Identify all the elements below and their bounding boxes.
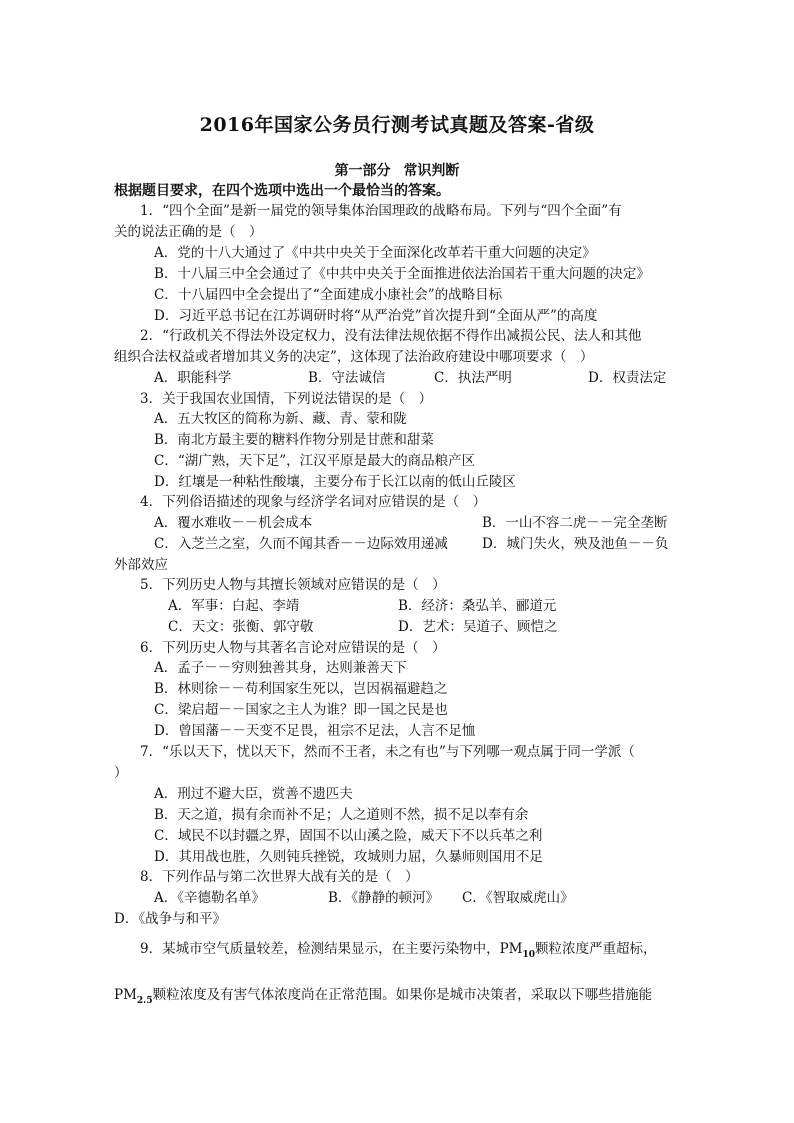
question-7-stem-cont: ） <box>114 765 128 781</box>
question-8-option-b: B．《静静的顿河》 <box>328 890 440 906</box>
section-name: 常识判断 <box>403 163 460 179</box>
question-2-option-b: B．守法诚信 <box>308 370 386 386</box>
question-4-option-d-cont: 外部效应 <box>114 557 168 573</box>
question-4-stem: 4．下列俗语描述的现象与经济学名词对应错误的是（ ） <box>140 494 487 510</box>
question-7-option-a: A．刑过不避大臣，赏善不遗匹夫 <box>154 786 353 802</box>
pm10-subscript: 10 <box>522 950 536 960</box>
question-9-cont-pre: PM <box>114 987 137 1003</box>
question-9-stem-cont <box>114 985 652 1011</box>
question-7-option-c: C．域民不以封疆之界，固国不以山溪之险，威天下不以兵革之利 <box>154 828 543 844</box>
question-1-stem-cont: 关的说法正确的是（ ） <box>114 224 263 240</box>
question-7-option-b: B．天之道，损有余而补不足；人之道则不然，损不足以奉有余 <box>154 807 529 823</box>
question-6-stem: 6．下列历史人物与其著名言论对应错误的是（ ） <box>140 640 446 656</box>
question-9-stem <box>140 939 657 965</box>
question-6-option-d: D．曾国藩－－天变不足畏，祖宗不足法，人言不足恤 <box>154 723 476 739</box>
question-3-option-c: C．“湖广熟，天下足”，江汉平原是最大的商品粮产区 <box>154 453 476 469</box>
question-7-option-d: D．其用战也胜，久则钝兵挫锐，攻城则力屈，久暴师则国用不足 <box>154 849 543 865</box>
question-5-option-a: A．军事：白起、李靖 <box>168 598 300 614</box>
pm25-subscript: 2.5 <box>136 996 153 1006</box>
question-1-option-d: D．习近平总书记在江苏调研时将“从严治党”首次提升到“全面从严”的高度 <box>154 308 598 324</box>
question-9-text-pre: 9．某城市空气质量较差，检测结果显示，在主要污染物中，PM <box>140 941 523 957</box>
question-3-option-b: B．南北方最主要的糖料作物分别是甘蔗和甜菜 <box>154 432 434 448</box>
question-3-option-d: D．红壤是一种粘性酸壤，主要分布于长江以南的低山丘陵区 <box>154 474 516 490</box>
question-4-option-d: D．城门失火，殃及池鱼－－负 <box>482 536 669 552</box>
question-9-text-post: 颗粒浓度严重超标， <box>535 941 657 957</box>
question-3-option-a: A．五大牧区的简称为新、藏、青、蒙和陇 <box>154 411 407 427</box>
question-5-option-b: B．经济：桑弘羊、郦道元 <box>398 598 557 614</box>
question-6-option-a: A．孟子－－穷则独善其身，达则兼善天下 <box>154 660 407 676</box>
question-1-option-b: B．十八届三中全会通过了《中共中央关于全面推进依法治国若干重大问题的决定》 <box>154 266 650 282</box>
question-8-option-a: A．《辛德勒名单》 <box>154 890 265 906</box>
question-6-option-c: C．梁启超－－国家之主人为谁？即一国之民是也 <box>154 702 448 718</box>
question-5-stem: 5．下列历史人物与其擅长领域对应错误的是（ ） <box>140 577 446 593</box>
question-4-option-b: B．一山不容二虎－－完全垄断 <box>482 515 668 531</box>
question-5-option-d: D．艺术：吴道子、顾恺之 <box>398 619 558 635</box>
question-1-stem: 1．“四个全面”是新一届党的领导集体治国理政的战略布局。下列与“四个全面”有 <box>140 203 622 219</box>
question-8-option-c: C．《智取威虎山》 <box>462 890 574 906</box>
question-7-stem: 7．“乐以天下，忧以天下，然而不王者，未之有也”与下列哪一观点属于同一学派（ <box>140 744 635 760</box>
instruction-text: 根据题目要求，在四个选项中选出一个最恰当的答案。 <box>114 183 450 199</box>
question-3-stem: 3．关于我国农业国情，下列说法错误的是（ ） <box>140 391 433 407</box>
question-1-option-a: A．党的十八大通过了《中共中央关于全面深化改革若干重大问题的决定》 <box>154 245 596 261</box>
question-8-option-d: D．《战争与和平》 <box>114 911 227 927</box>
section-label: 第一部分 <box>334 163 391 179</box>
question-1-option-c: C．十八届四中全会提出了“全面建成小康社会”的战略目标 <box>154 287 503 303</box>
question-2-stem-cont: 组织合法权益或者增加其义务的决定”，这体现了法治政府建设中哪项要求（ ） <box>114 349 594 365</box>
question-4-option-c: C．入芝兰之室，久而不闻其香－－边际效用递减 <box>154 536 448 552</box>
page-title: 2016年国家公务员行测考试真题及答案-省级 <box>199 114 595 136</box>
question-2-option-c: C．执法严明 <box>434 370 512 386</box>
question-8-stem: 8．下列作品与第二次世界大战有关的是（ ） <box>140 869 419 885</box>
question-2-option-d: D．权责法定 <box>588 370 667 386</box>
question-9-cont-post: 颗粒浓度及有害气体浓度尚在正常范围。如果你是城市决策者，采取以下哪些措施能 <box>152 987 653 1003</box>
question-6-option-b: B．林则徐－－苟利国家生死以，岂因祸福避趋之 <box>154 681 448 697</box>
question-2-stem: 2．“行政机关不得法外设定权力，没有法律法规依据不得作出减损公民、法人和其他 <box>140 328 642 344</box>
question-5-option-c: C．天文：张衡、郭守敬 <box>168 619 314 635</box>
question-4-option-a: A．覆水难收－－机会成本 <box>154 515 313 531</box>
section-heading <box>0 160 794 180</box>
question-2-option-a: A．职能科学 <box>154 370 232 386</box>
